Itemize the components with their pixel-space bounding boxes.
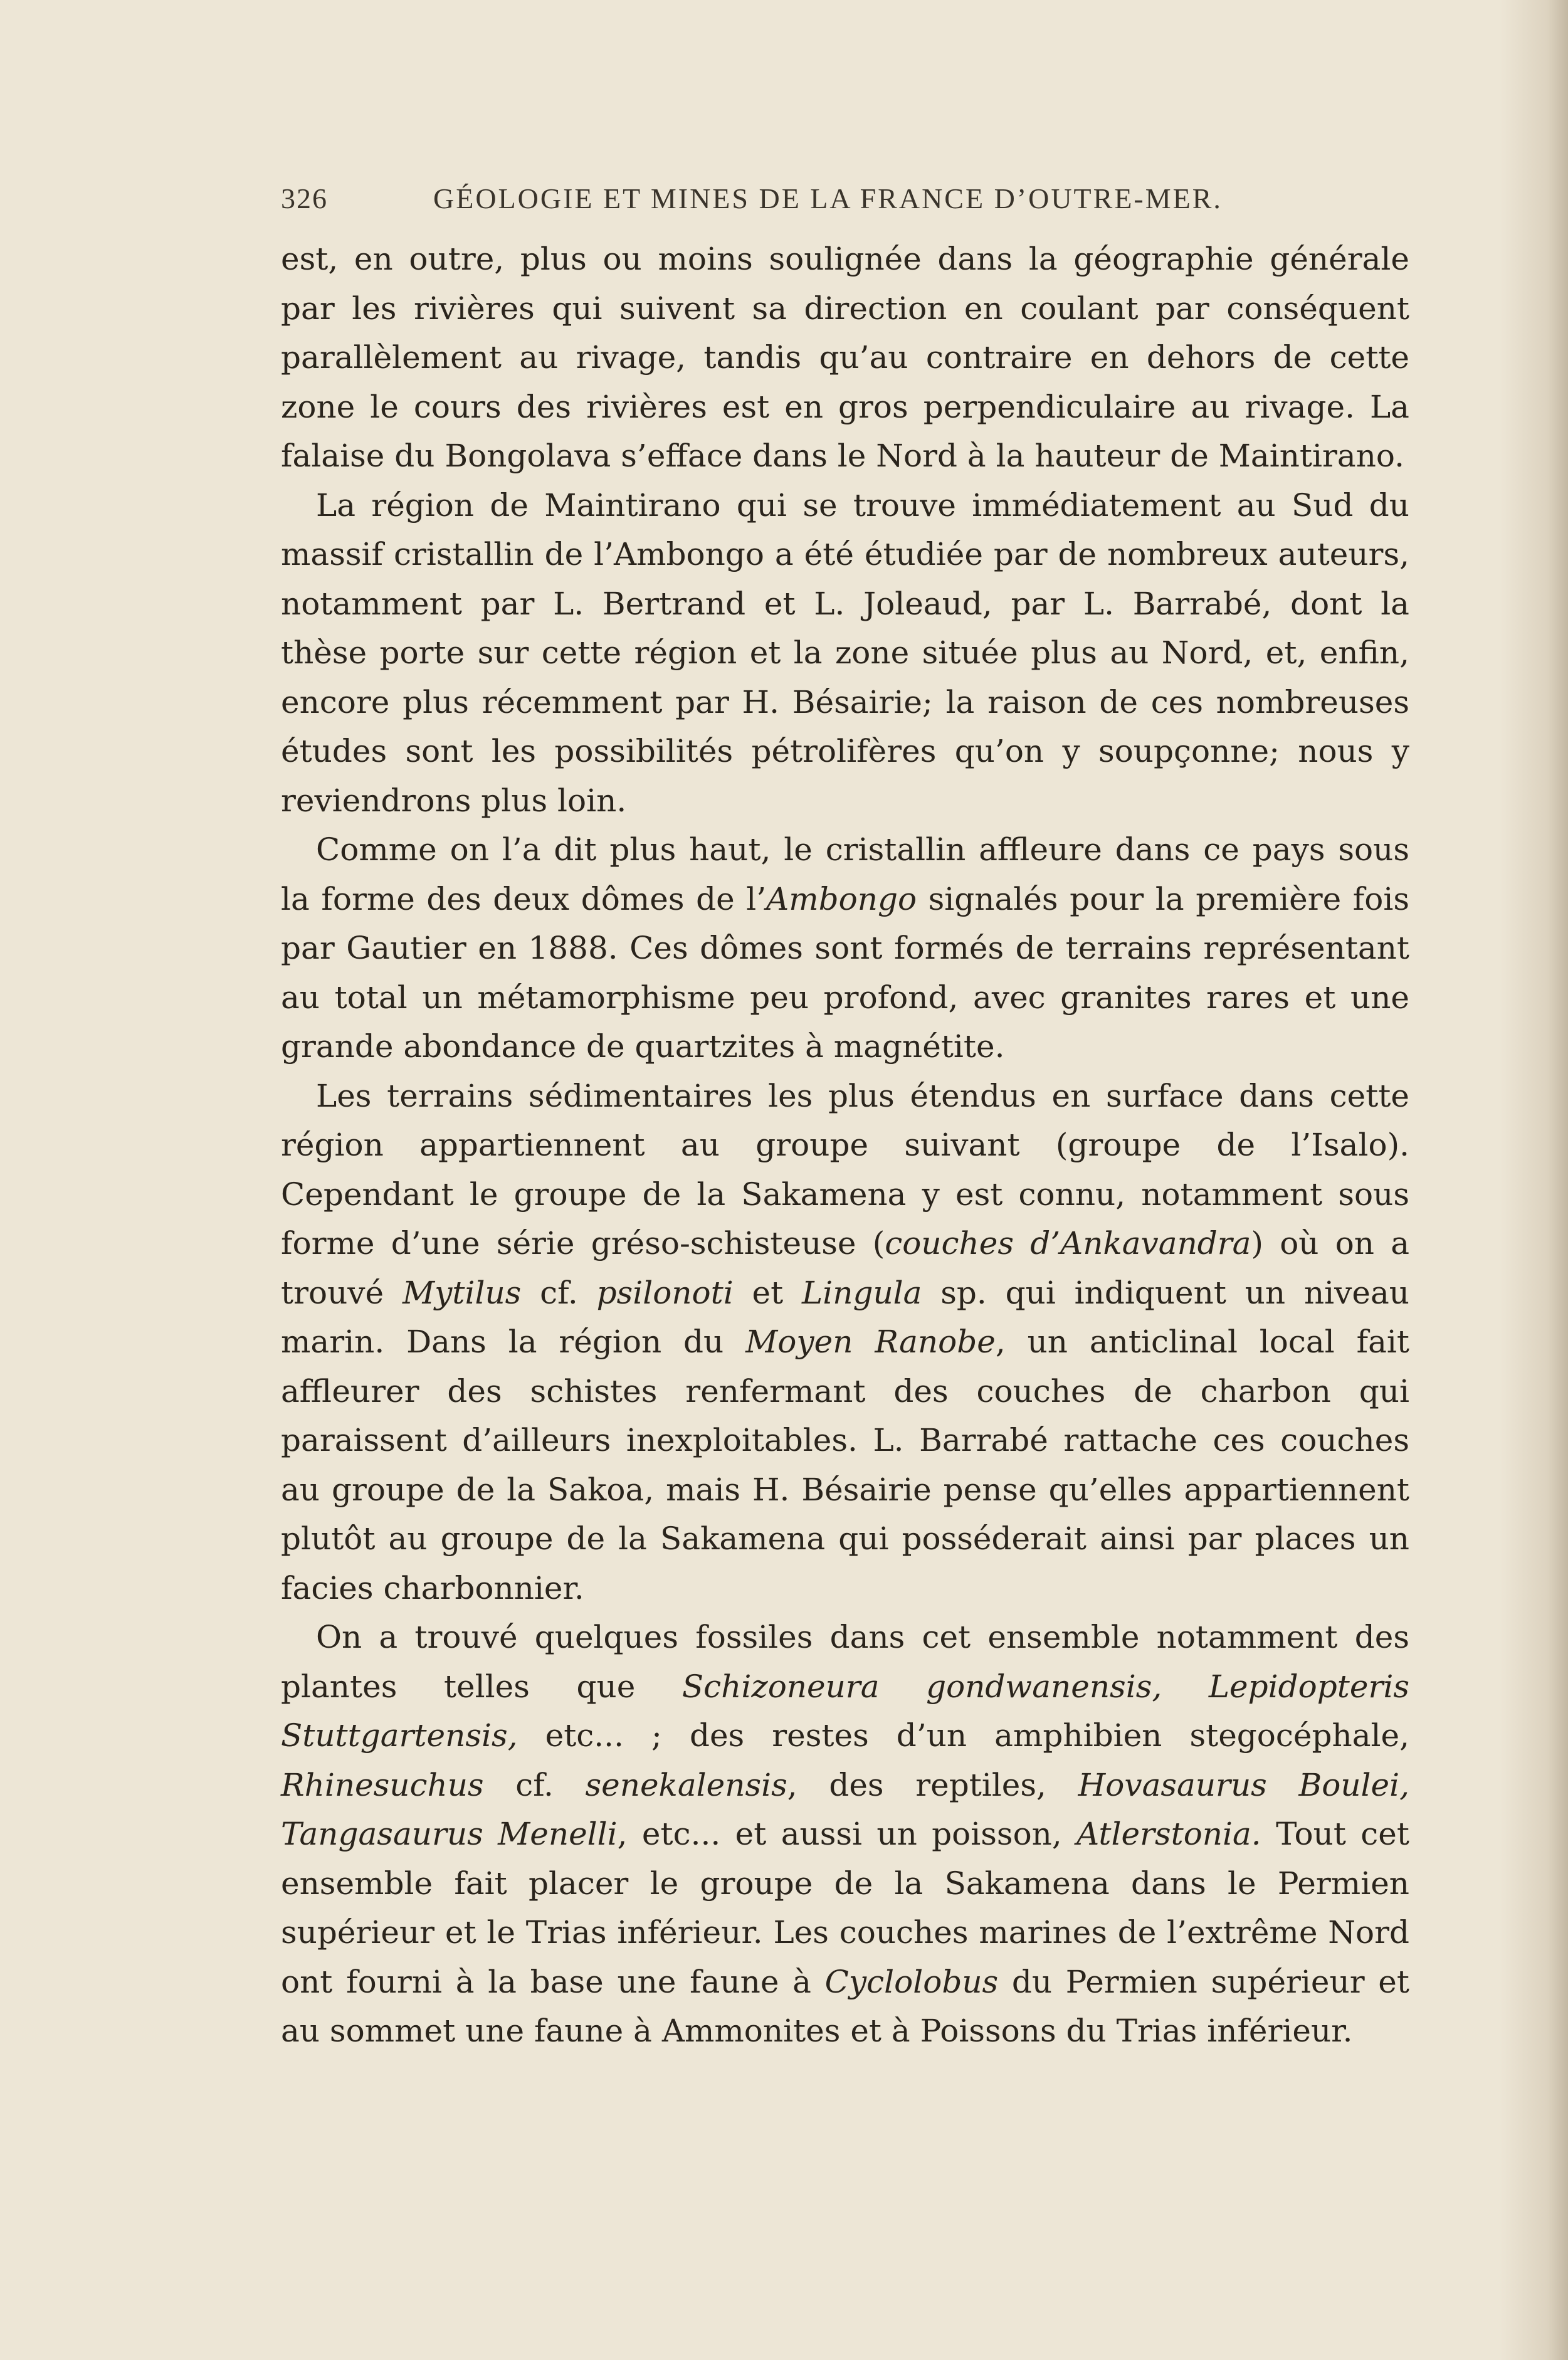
paragraph-text: est, en outre, plus ou moins soulignée dans la géographie générale par les rivières qui suivent sa direction en coulant par conséquent parallèlement au rivage, tandis qu’au contraire en dehors de cette zone le cours des rivières est en gros perpendiculaire au rivage. La falaise du Bongolava s’efface dans le Nord à la hauteur de Maintirano. [281,241,1409,474]
italic-term: couches d’Ankavandra [885,1225,1251,1262]
italic-term: Ambongo [766,880,917,917]
paragraph-text: Les terrains sédimentaires les plus étendus en surface dans cette région appartiennent au groupe suivant (groupe de l’Isalo). Cependant le groupe de la Sakamena y est connu, notamment sous forme d’une série gréso-schisteuse ( [281,1077,1409,1262]
paragraph-text: Comme on l’a dit plus haut, le cristallin affleure dans ce pays sous la forme des deux dômes de l’ [281,831,1409,917]
body-text [281,234,1409,2056]
paragraph-text: du Permien supérieur et au sommet une faune à Ammonites et à Poissons du Trias inférieur. [281,1963,1409,2049]
paragraph-text: On a trouvé quelques fossiles dans cet ensemble notamment des plantes telles que [281,1619,1409,1705]
paragraph-text: La région de Maintirano qui se trouve immédiatement au Sud du massif cristallin de l’Ambongo a été étudiée par de nombreux auteurs, notamment par L. Bertrand et L. Joleaud, par L. Barrabé, dont la thèse porte sur cette région et la zone située plus au Nord, et, enfin, encore plus récemment par H. Bésairie; la raison de ces nombreuses études sont les possibilités pétrolifères qu’on y soupçonne; nous y reviendrons plus loin. [281,487,1409,819]
paragraph-text: , etc... et aussi un poisson, [617,1816,1077,1852]
paragraph-2 [281,481,1409,826]
paragraph-3 [281,825,1409,1072]
italic-term: Lingula [802,1274,922,1311]
paragraph-text: etc... ; des restes d’un amphibien stegocéphale, [517,1717,1409,1754]
italic-term: Hovasaurus Boulei, Tangasaurus Menelli [281,1766,1409,1852]
italic-term: Moyen Ranobe [745,1324,996,1360]
italic-term: Rhinesuchus [281,1766,484,1803]
italic-term: Cyclolobus [824,1963,999,2000]
paragraph-text: et [733,1274,802,1311]
paragraph-text: , des reptiles, [787,1766,1078,1803]
paragraph-text: cf. [521,1274,597,1311]
page-edge-shadow [1499,0,1568,2360]
paragraph-text: cf. [483,1766,586,1803]
paragraph-text: Tout cet ensemble fait placer le groupe de la Sakamena dans le Permien supérieur et le Trias inférieur. Les couches marines de l’extrême Nord ont fourni à la base une faune à [281,1816,1409,2000]
page-number: 326 [281,182,328,214]
paragraph-text: ) où on a trouvé [281,1225,1410,1311]
paragraph-text: sp. qui indiquent un niveau marin. Dans la région du [281,1274,1409,1360]
paragraph-1 [281,234,1409,481]
italic-term: psilonoti [596,1274,734,1311]
running-title: GÉOLOGIE ET MINES DE LA FRANCE D’OUTRE-MER. [433,182,1223,214]
italic-term: senekalensis [585,1766,787,1803]
italic-term: Mytilus [402,1274,522,1311]
page-content [281,176,1409,2056]
running-header [281,176,1409,226]
paragraph-5 [281,1613,1409,2056]
paragraph-text: signalés pour la première fois par Gautier en 1888. Ces dômes sont formés de terrains représentant au total un métamorphisme peu profond, avec granites rares et une grande abondance de quartzites à magnétite. [281,880,1409,1065]
italic-term: Atlerstonia. [1076,1816,1261,1852]
italic-term: Schizoneura gondwanensis, Lepidopteris Stuttgartensis, [281,1668,1409,1754]
paragraph-4 [281,1072,1409,1613]
paragraph-text: , un anticlinal local fait affleurer des schistes renfermant des couches de charbon qui paraissent d’ailleurs inexploitables. L. Barrabé rattache ces couches au groupe de la Sakoa, mais H. Bésairie pense qu’elles appartiennent plutôt au groupe de la Sakamena qui posséderait ainsi par places un facies charbonnier. [281,1324,1409,1606]
